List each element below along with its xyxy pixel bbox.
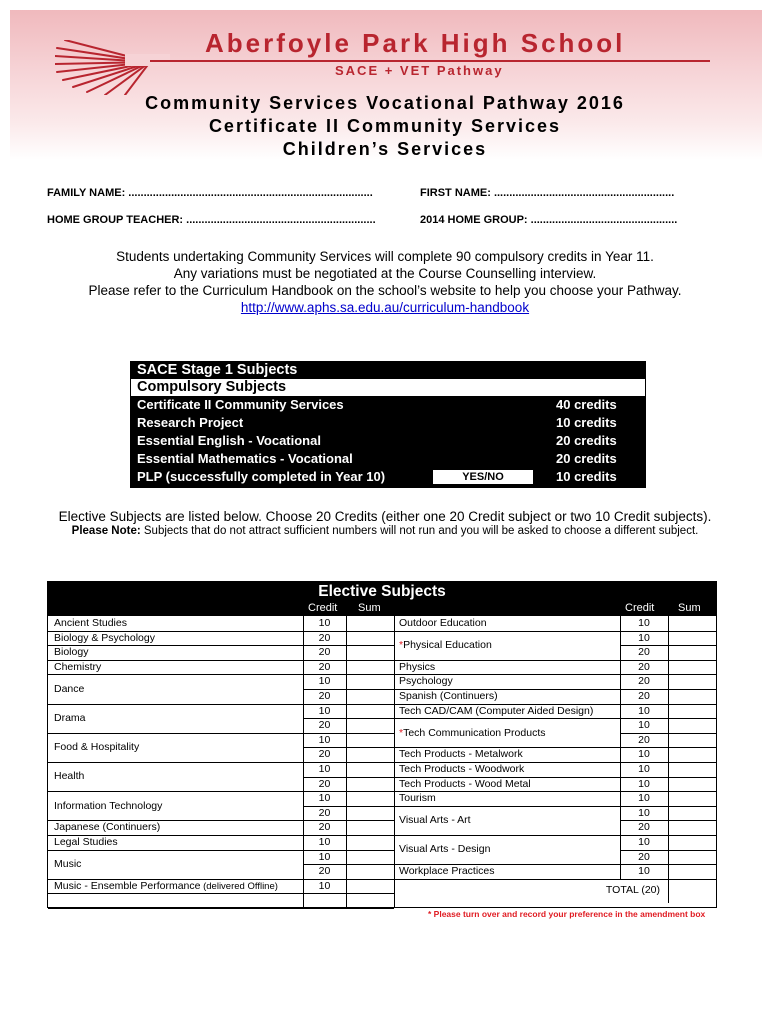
right-sum-cell[interactable] [669, 851, 715, 865]
left-subject-name [54, 857, 81, 871]
left-credit-value: 20 [318, 777, 331, 790]
subject-label: Ancient Studies [54, 617, 127, 629]
left-sum-cell[interactable] [347, 632, 393, 646]
heading-certificate: Certificate II Community Services [208, 116, 562, 136]
right-sum-cell[interactable] [669, 734, 715, 748]
delivery-note: (delivered Offline) [200, 880, 278, 892]
right-sum-cell[interactable] [669, 719, 715, 733]
left-sum-cell[interactable] [347, 705, 393, 719]
left-credit-value: 20 [318, 690, 331, 702]
subject-label: Psychology [399, 675, 453, 688]
right-credit-value: 10 [638, 719, 650, 732]
right-credit-value: 10 [638, 748, 650, 761]
right-sum-cell[interactable] [669, 865, 715, 879]
right-sum-cell[interactable] [669, 807, 715, 821]
heading-childrens-services: Children’s Services [282, 139, 488, 159]
elective-instructions: Elective Subjects are listed below. Choose 20 Credits (either one 20 Credit subject or two 10 Credit subjects). [58, 509, 712, 524]
right-sum-cell[interactable] [669, 646, 715, 660]
grid-line [48, 908, 394, 909]
left-sum-cell[interactable] [347, 617, 393, 631]
right-subject-name [399, 777, 531, 791]
title-rule [150, 60, 710, 62]
total-label: TOTAL (20) [605, 883, 660, 896]
please-note-label: Please Note: [71, 525, 141, 537]
left-subject-name [54, 820, 160, 834]
right-sum-cell[interactable] [669, 836, 715, 850]
subject-credits: 10 credits [556, 415, 617, 430]
sace-title: SACE Stage 1 Subjects [137, 362, 298, 378]
compulsory-subtitle: Compulsory Subjects [131, 379, 645, 396]
subject-label: Biology [54, 646, 89, 659]
right-credit-value: 10 [638, 806, 650, 819]
right-sum-cell[interactable] [669, 705, 715, 719]
left-credit-value: 10 [318, 704, 331, 717]
star-marker: * [399, 726, 404, 739]
left-subject-name [54, 835, 118, 849]
subject-label: Workplace Practices [399, 865, 495, 878]
left-credit-value: 10 [318, 836, 331, 848]
left-credit-value: 10 [318, 792, 331, 805]
left-credit-value: 20 [318, 821, 331, 834]
subject-label: Physics [399, 660, 436, 673]
family-name-field[interactable]: FAMILY NAME: ................................................................................ [47, 187, 373, 199]
left-sum-cell[interactable] [347, 836, 393, 850]
intro-line-1: Students undertaking Community Services will complete 90 compulsory credits in Year 11. [116, 249, 654, 264]
right-credit-value: 10 [638, 617, 650, 629]
left-sum-cell[interactable] [347, 807, 393, 821]
subject-label: Outdoor Education [399, 617, 487, 629]
left-subject-name [54, 645, 88, 659]
right-credit-value: 10 [638, 631, 650, 644]
right-credit-value: 20 [638, 690, 650, 702]
subject-label: Tech Products - Metalwork [399, 748, 523, 761]
subject-name: Research Project [137, 415, 244, 430]
subject-label: Visual Arts - Art [399, 814, 471, 827]
right-sum-cell[interactable] [669, 661, 715, 675]
star-marker: * [399, 638, 404, 651]
left-sum-header: Sum [358, 602, 381, 614]
right-credit-value: 20 [638, 660, 650, 673]
right-subject-name [399, 704, 593, 718]
total-sum-cell[interactable] [669, 881, 715, 901]
left-credit-value: 10 [318, 850, 331, 863]
left-subject-name [54, 769, 84, 783]
left-subject-name [54, 879, 278, 894]
left-credit-value: 20 [318, 806, 331, 819]
left-credit-value: 20 [318, 865, 331, 878]
please-note [0, 525, 770, 537]
right-subject-name [399, 864, 495, 878]
right-credit-value: 20 [638, 850, 650, 863]
subject-label: Chemistry [54, 660, 102, 673]
left-sum-cell[interactable] [347, 821, 393, 835]
left-sum-cell[interactable] [347, 719, 393, 733]
subject-label: Physical Education [403, 638, 492, 651]
left-credit-value: 20 [318, 719, 331, 732]
right-sum-cell[interactable] [669, 632, 715, 646]
subject-label: Health [54, 770, 85, 783]
left-sum-cell[interactable] [347, 748, 393, 762]
subject-name: PLP (successfully completed in Year 10) [137, 469, 386, 484]
right-credit-value: 20 [638, 733, 650, 746]
left-subject-name [54, 616, 127, 630]
left-subject-name [54, 682, 84, 696]
left-credit-value: 20 [318, 660, 331, 673]
teacher-field[interactable]: HOME GROUP TEACHER: .............................................................. [47, 214, 376, 226]
grid-line [48, 893, 394, 894]
left-credit-value: 10 [318, 763, 331, 775]
right-credit-header: Credit [625, 602, 655, 614]
grid-line [303, 864, 394, 865]
intro-line-3: Please refer to the Curriculum Handbook on the school’s website to help you choose your Pathway. [88, 283, 682, 298]
right-subject-name [399, 747, 523, 761]
grid-line [303, 718, 394, 719]
plp-yes-no-box[interactable]: YES/NO [433, 470, 533, 484]
right-credit-value: 10 [638, 865, 650, 878]
subject-label: Biology & Psychology [54, 631, 155, 644]
elective-subjects-table [47, 581, 717, 908]
left-sum-cell[interactable] [347, 778, 393, 792]
subject-credits: 10 credits [556, 469, 617, 484]
subject-label: Drama [54, 711, 86, 724]
right-sum-cell[interactable] [669, 778, 715, 792]
home-group-field[interactable]: 2014 HOME GROUP: ................................................ [420, 214, 678, 226]
right-subject-name [399, 616, 487, 630]
left-subject-name [54, 799, 162, 813]
grid-line [303, 616, 304, 908]
grid-line [668, 616, 669, 879]
right-subject-name [399, 726, 546, 740]
left-sum-cell[interactable] [347, 734, 393, 748]
subject-label: Music - Ensemble Performance [54, 879, 201, 892]
heading-pathway: Community Services Vocational Pathway 2016 [145, 93, 625, 113]
right-credit-value: 10 [638, 792, 650, 805]
pathway-subtitle: SACE + VET Pathway [335, 63, 504, 78]
grid-line [394, 616, 395, 908]
right-sum-cell[interactable] [669, 675, 715, 689]
sace-subjects-table [130, 361, 646, 488]
subject-label: Tech CAD/CAM (Computer Aided Design) [399, 704, 594, 717]
subject-label: Tech Communication Products [403, 726, 546, 739]
right-credit-value: 10 [638, 763, 650, 775]
right-subject-name [399, 660, 435, 674]
school-name: Aberfoyle Park High School [205, 28, 626, 58]
sace-row [131, 432, 645, 450]
right-credit-value: 10 [638, 836, 650, 848]
subject-credits: 40 credits [556, 397, 617, 412]
right-credit-value: 20 [638, 646, 650, 659]
left-sum-cell[interactable] [347, 675, 393, 689]
left-credit-value: 10 [318, 879, 331, 892]
left-sum-cell[interactable] [347, 661, 393, 675]
right-subject-name [399, 638, 492, 652]
grid-line [303, 806, 394, 807]
first-name-field[interactable]: FIRST NAME: ........................................................... [420, 187, 675, 199]
right-credit-value: 10 [638, 777, 650, 790]
grid-line [668, 879, 669, 903]
left-sum-cell[interactable] [347, 792, 393, 806]
right-subject-name [399, 813, 471, 827]
right-subject-name [399, 762, 524, 776]
grid-line [303, 747, 394, 748]
subject-label: Spanish (Continuers) [399, 690, 498, 702]
left-sum-cell[interactable] [347, 690, 393, 704]
subject-credits: 20 credits [556, 451, 617, 466]
sace-row [131, 414, 645, 432]
right-credit-value: 20 [638, 675, 650, 688]
subject-label: Information Technology [54, 799, 163, 812]
curriculum-handbook-link[interactable]: http://www.aphs.sa.edu.au/curriculum-handbook [240, 300, 530, 315]
grid-line [620, 616, 621, 879]
subject-label: Japanese (Continuers) [54, 821, 161, 834]
left-sum-cell[interactable] [347, 865, 393, 879]
grid-line [303, 689, 394, 690]
subject-name: Essential English - Vocational [137, 433, 321, 448]
sace-row [131, 450, 645, 468]
left-credit-header: Credit [308, 602, 338, 614]
sunburst-logo [55, 40, 170, 95]
please-note-text: Subjects that do not attract sufficient numbers will not run and you will be asked to choose a different subject. [140, 525, 699, 537]
right-credit-value: 20 [638, 821, 650, 834]
left-credit-value: 20 [318, 748, 331, 761]
right-sum-cell[interactable] [669, 763, 715, 777]
right-sum-cell[interactable] [669, 690, 715, 704]
subject-label: Dance [54, 682, 85, 695]
left-credit-value: 10 [318, 617, 331, 629]
left-sum-cell[interactable] [347, 851, 393, 865]
subject-credits: 20 credits [556, 433, 617, 448]
left-subject-name [54, 711, 86, 725]
sace-row [131, 396, 645, 414]
left-credit-value: 10 [318, 733, 331, 746]
right-sum-cell[interactable] [669, 617, 715, 631]
right-sum-header: Sum [678, 602, 701, 614]
intro-text [0, 248, 770, 316]
right-sum-cell[interactable] [669, 792, 715, 806]
subject-name: Essential Mathematics - Vocational [137, 451, 353, 466]
right-subject-name [399, 674, 453, 688]
left-subject-name [54, 631, 155, 645]
elective-title: Elective Subjects [318, 583, 446, 600]
left-credit-value: 10 [318, 675, 331, 688]
intro-line-2: Any variations must be negotiated at the Course Counselling interview. [173, 266, 597, 281]
right-sum-cell[interactable] [669, 821, 715, 835]
subject-name: Certificate II Community Services [137, 397, 344, 412]
left-subject-name [54, 660, 101, 674]
left-sum-cell[interactable] [347, 763, 393, 777]
subject-label: Visual Arts - Design [399, 843, 491, 856]
grid-line [346, 616, 347, 908]
subject-label: Tech Products - Woodwork [399, 763, 525, 775]
sace-row [131, 468, 645, 486]
subject-label: Food & Hospitality [54, 741, 140, 754]
left-subject-name [54, 740, 139, 754]
right-subject-name [399, 689, 498, 703]
left-credit-value: 20 [318, 631, 331, 644]
subject-label: Tourism [399, 792, 436, 805]
right-credit-value: 10 [638, 704, 650, 717]
subject-label: Music [54, 857, 82, 870]
turn-over-note: * Please turn over and record your preference in the amendment box [428, 909, 706, 919]
left-sum-cell[interactable] [347, 646, 393, 660]
right-subject-name [399, 791, 436, 805]
subject-label: Legal Studies [54, 836, 118, 848]
subject-label: Tech Products - Wood Metal [399, 777, 531, 790]
right-sum-cell[interactable] [669, 748, 715, 762]
left-sum-cell[interactable] [347, 880, 393, 894]
left-credit-value: 20 [318, 646, 331, 659]
right-subject-name [399, 842, 490, 856]
grid-line [303, 777, 394, 778]
